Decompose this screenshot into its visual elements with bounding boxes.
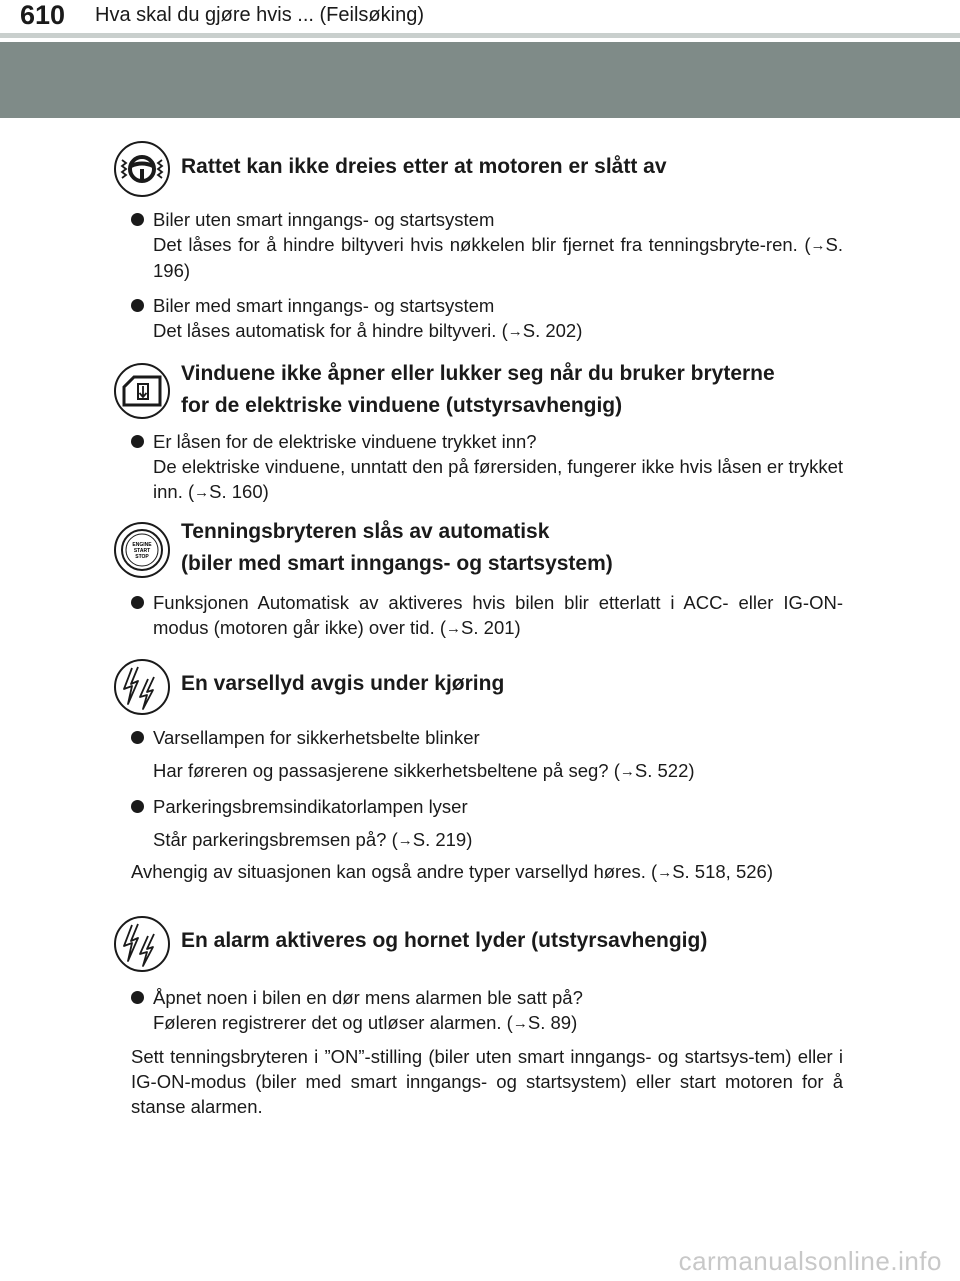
svg-text:START: START: [133, 548, 151, 554]
section-title-warning: En varsellyd avgis under kjøring: [181, 672, 505, 695]
reference-arrow-icon: →: [507, 323, 523, 340]
bullet-icon: [131, 213, 144, 226]
warning-sound-icon: [114, 659, 170, 715]
page-reference: S. 89: [527, 1012, 572, 1033]
item-detail: Det låses for å hindre biltyveri hvis nøkkelen blir fjernet fra tenningsbryte-ren. (→S. 196): [153, 234, 843, 281]
page-reference: S. 201: [461, 617, 515, 638]
page-reference: S. 522: [634, 760, 689, 781]
list-item: [131, 207, 843, 283]
page-number: 610: [20, 0, 66, 30]
section-title-windows: [181, 358, 846, 422]
bullet-icon: [131, 596, 144, 609]
engine-start-stop-button-icon: [114, 522, 170, 578]
page-header: [0, 0, 960, 33]
item-detail: Føleren registrerer det og utløser alarmen. (→S. 89): [153, 1012, 578, 1033]
header-band: [0, 42, 960, 118]
page-reference: S. 219: [412, 829, 467, 850]
bullet-icon: [131, 435, 144, 448]
bullet-icon: [131, 991, 144, 1004]
page-reference: S. 202: [522, 320, 577, 341]
reference-arrow-icon: →: [397, 832, 413, 849]
page-reference: S. 196: [153, 234, 843, 281]
list-item: [131, 590, 843, 641]
section-title-alarm: En alarm aktiveres og hornet lyder (utstyrsavhengig): [181, 929, 708, 952]
item-lead: Varsellampen for sikkerhetsbelte blinker: [153, 727, 480, 748]
section-title-steering: Rattet kan ikke dreies etter at motoren er slått av: [181, 155, 667, 178]
list-item: [131, 794, 843, 853]
alarm-sound-icon: [114, 916, 170, 972]
list-item: [131, 293, 843, 344]
section-note: Avhengig av situasjonen kan også andre typer varsellyd høres. (→S. 518, 526): [131, 861, 773, 882]
title-line: Tenningsbryteren slås av automatisk: [181, 520, 550, 543]
reference-arrow-icon: →: [657, 864, 673, 881]
section-title-ignition: [181, 516, 846, 580]
reference-arrow-icon: →: [194, 484, 210, 501]
item-detail: Står parkeringsbremsen på? (→S. 219): [153, 829, 473, 850]
section-body-ignition: [131, 590, 843, 641]
reference-arrow-icon: →: [446, 620, 462, 637]
section-body-alarm: [131, 985, 843, 1119]
item-lead: Åpnet noen i bilen en dør mens alarmen ble satt på?: [153, 987, 583, 1008]
list-item: [131, 985, 843, 1036]
power-window-icon: [114, 363, 170, 419]
reference-arrow-icon: →: [512, 1015, 528, 1032]
item-lead: Biler med smart inngangs- og startsystem: [153, 295, 495, 316]
list-item: [131, 429, 843, 505]
item-detail: Har føreren og passasjerene sikkerhetsbeltene på seg? (→S. 522): [153, 760, 695, 781]
reference-arrow-icon: →: [619, 763, 635, 780]
item-detail: Det låses automatisk for å hindre biltyveri. (→S. 202): [153, 320, 583, 341]
list-item: [131, 725, 843, 784]
header-rule: [0, 33, 960, 38]
item-detail: De elektriske vinduene, unntatt den på førersiden, fungerer ikke hvis låsen er trykket inn. (→S. 160): [153, 456, 843, 502]
watermark: carmanualsonline.info: [678, 1246, 942, 1276]
title-line: for de elektriske vinduene (utstyrsavhengig): [181, 394, 623, 417]
item-lead: Biler uten smart inngangs- og startsystem: [153, 209, 495, 230]
section-note: Sett tenningsbryteren i ”ON”-stilling (biler uten smart inngangs- og startsys-tem) eller i IG-ON-modus (biler med smart inngangs- og startsystem) eller start motoren for å stanse alarmen.: [131, 1046, 843, 1117]
item-lead: Er låsen for de elektriske vinduene trykket inn?: [153, 431, 537, 452]
bullet-icon: [131, 299, 144, 312]
svg-text:ENGINE: ENGINE: [132, 542, 152, 548]
bullet-icon: [131, 800, 144, 813]
page-reference: S. 160: [209, 481, 263, 502]
item-text: Funksjonen Automatisk av aktiveres hvis bilen blir etterlatt i ACC- eller IG-ON-modus (motoren går ikke) over tid. (→S. 201): [153, 592, 843, 638]
chapter-title: Hva skal du gjøre hvis ... (Feilsøking): [95, 4, 424, 26]
page-reference: S. 518, 526: [672, 861, 767, 882]
title-line: Vinduene ikke åpner eller lukker seg når du bruker bryterne: [181, 362, 775, 385]
title-line: (biler med smart inngangs- og startsystem): [181, 552, 613, 575]
reference-arrow-icon: →: [810, 237, 826, 254]
section-body-warning: [131, 725, 843, 885]
steering-wheel-icon: [114, 141, 170, 197]
item-lead: Parkeringsbremsindikatorlampen lyser: [153, 796, 468, 817]
section-body-windows: [131, 429, 843, 505]
bullet-icon: [131, 731, 144, 744]
svg-text:STOP: STOP: [135, 554, 149, 560]
section-body-steering: [131, 207, 843, 344]
